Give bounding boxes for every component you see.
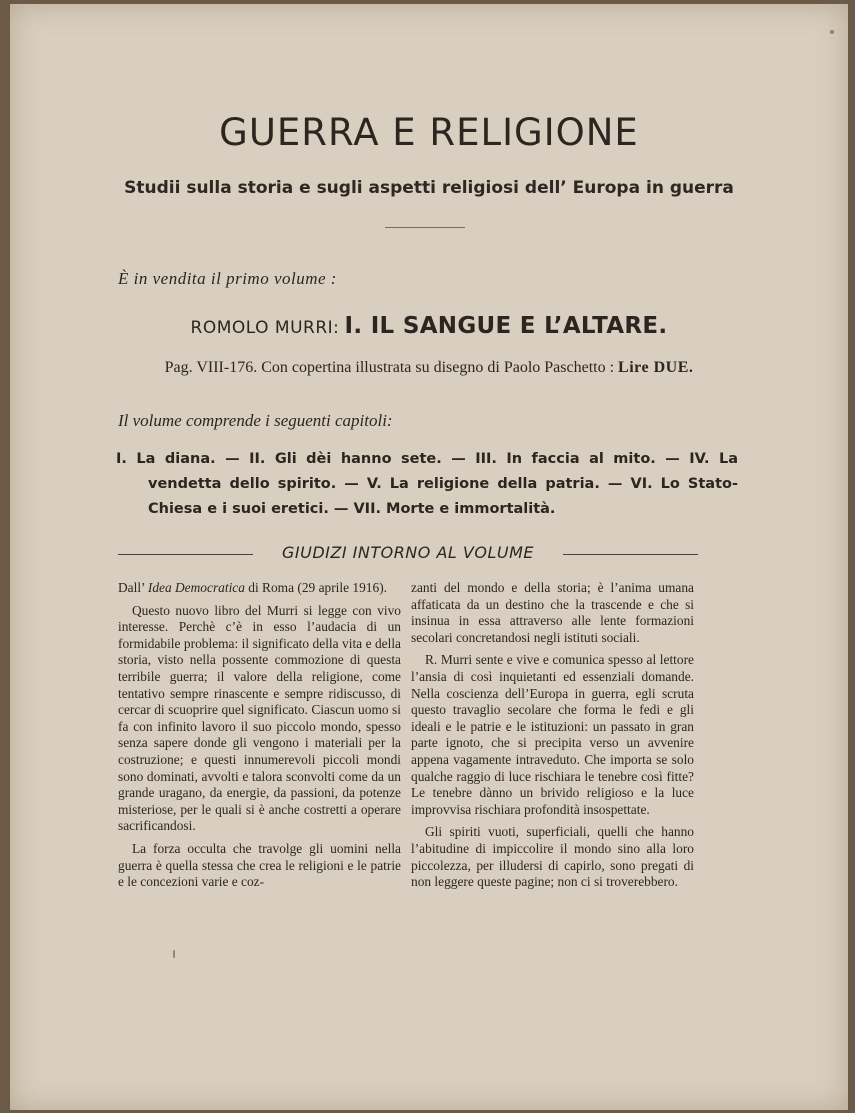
review-source-prefix: Dall’ [118,580,148,595]
ink-speck [830,30,834,34]
title-divider [385,227,465,228]
book-price: Lire DUE. [618,359,694,376]
review-paragraph: La forza occulta che travolge gli uomini nella guerra è quella stessa che crea le religioni e le patrie e le concezioni varie e coz- [118,840,401,890]
review-paragraph: zanti del mondo e della storia; è l’anima umana affaticata da un destino che la trascende e che si insinua in essa attraverso alle lente formazioni secolari concretandosi negli istituti sociali. [411,580,694,645]
review-paragraph: Questo nuovo libro del Murri si legge con vivo interesse. Perchè c’è in esso l’audacia di un formidabile problema: il significato della vita e della storia, visto nella possente commozione di questa terribile guerra; il valore della religione, come tentativo sempre rinascente e sempre ridiscusso, di cercar di scuoprire quel significato. Ciascun uomo si fa con infinito lavoro il suo piccolo mondo, spesso senza sapere donde gli vengono i materiali per la costruzione; e questi innumerevoli piccoli mondi sono dominati, avvolti e talora sconvolti come da un grande uragano, da energie, da passioni, da potenze misteriose, per le quali si è anche costretti a operare sacrificandosi. [118,602,401,834]
sale-announcement: È in vendita il primo volume : [118,269,337,288]
page-title: GUERRA E RELIGIONE [219,111,639,154]
review-column-right [411,580,694,891]
chapters-heading: Il volume comprende i seguenti capitoli: [118,411,393,430]
page-subtitle: Studii sulla storia e sugli aspetti religiosi dell’ Europa in guerra [124,178,734,198]
judgments-section-header [118,541,698,567]
judgments-heading: GIUDIZI INTORNO AL VOLUME [282,543,534,562]
review-source-suffix: di Roma (29 aprile 1916). [244,580,387,595]
ink-speck [173,950,175,958]
review-paragraph: R. Murri sente e vive e comunica spesso al lettore l’ansia di così inquietanti ed essenziali domande. Nella coscienza dell’Europa in guerra, egli scruta questo travaglio secolare che forma le fedi e gli ideali e le patrie e le istituzioni: un passato in gran parte ignoto, che si precipita verso un avvenire appena vagamente intraveduto. Che importa se solo qualche raggio di luce rischiara le tenebre così fitte? Le tenebre dànno un brivido religioso e la luce improvvisa rischiara profondità insospettate. [411,652,694,817]
review-source-name: Idea Democratica [147,580,245,595]
chapters-list: I. La diana. — II. Gli dèi hanno sete. — III. In faccia al mito. — IV. La vendetta dello spirito. — V. La religione della patria. — VI. Lo Stato-Chiesa e i suoi eretici. — VII. Morte e immortalità. [116,451,738,517]
book-title: I. IL SANGUE E L’ALTARE. [344,313,668,339]
document-page [10,4,848,1110]
book-details [10,359,848,377]
heading-rule-right [563,554,698,555]
review-column-left [118,580,401,891]
review-paragraph: Gli spiriti vuoti, superficiali, quelli che hanno l’abitudine di impiccolire il mondo sino alla loro piccolezza, per illudersi di capirlo, sono pregati di non leggere queste pagine; non ci si troverebbero. [411,824,694,890]
book-author: ROMOLO MURRI: [190,318,340,338]
review-source [118,580,401,597]
book-line [10,313,848,339]
book-pages-info: Pag. VIII-176. Con copertina illustrata su disegno di Paolo Paschetto : [164,359,615,376]
